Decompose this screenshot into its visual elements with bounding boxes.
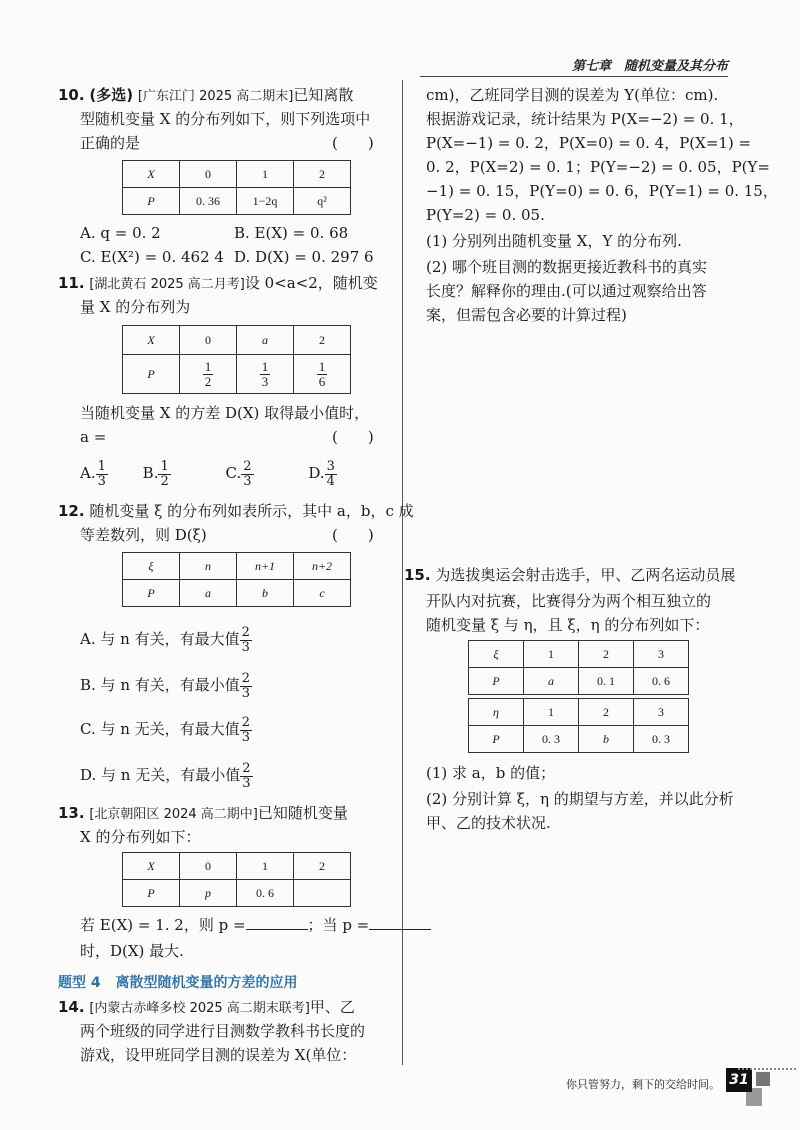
table-cell: 1 [237, 161, 294, 188]
q11-text4: a = [80, 428, 107, 446]
q14-right-6: P(Y=2) = 0. 05. [426, 206, 545, 224]
table-row [123, 161, 351, 188]
q14-right-1: cm)，乙班同学目测的误差为 Y(单位：cm). [426, 86, 719, 104]
q14-text3: 游戏，设甲班同学目测的误差为 X(单位： [80, 1046, 357, 1064]
q12-text1: 随机变量 ξ 的分布列如表所示，其中 a，b，c 成 [89, 502, 414, 520]
table-cell: c [294, 580, 351, 607]
table-cell: 1−2q [237, 188, 294, 215]
q10-text1: 已知离散 [293, 86, 354, 104]
table-cell: 3 [634, 699, 689, 726]
table-cell: η [469, 699, 524, 726]
q11-text1: 设 0<a<2，随机变 [244, 274, 378, 292]
q12-number: 12. [58, 502, 85, 520]
q13-blank-2[interactable] [369, 914, 431, 930]
table-cell: n+1 [237, 553, 294, 580]
q11-distribution-table [122, 325, 351, 394]
table-row [469, 641, 689, 668]
table-cell: 0. 6 [237, 880, 294, 907]
q11-source: [湖北黄石 2025 高二月考] [89, 277, 245, 292]
table-cell: P [123, 880, 180, 907]
q15-text1: 为选拔奥运会射击选手，甲、乙两名运动员展 [435, 566, 736, 584]
q12-option-a[interactable]: A. 与 n 有关，有最大值 $\frac{2}{3}$ [80, 624, 250, 655]
table-row [123, 355, 351, 394]
table-cell: b [579, 726, 634, 753]
table-cell: 0. 36 [180, 188, 237, 215]
q11-option-b[interactable]: B. $\frac{1}{2}$ [142, 458, 169, 489]
q12-answer-bracket[interactable]: ( ) [332, 526, 374, 544]
page-number: 31 [726, 1068, 752, 1092]
table-cell: ξ [123, 553, 180, 580]
q13-text1: 已知随机变量 [257, 804, 348, 822]
q15-table-xi [468, 640, 689, 695]
table-cell: 2 [294, 326, 351, 355]
q10-line1 [58, 84, 353, 108]
q14-sub-1: (1) 分别列出随机变量 X，Y 的分布列. [426, 232, 682, 250]
q12-option-d[interactable]: D. 与 n 无关，有最小值 $\frac{2}{3}$ [80, 760, 251, 791]
table-cell: a [524, 668, 579, 695]
section-title: 离散型随机变量的方差的应用 [115, 975, 298, 991]
q14-text2: 两个班级的同学进行目测数学教科书长度的 [80, 1022, 366, 1040]
header-rule [420, 76, 728, 77]
q10-option-b[interactable]: B. E(X) = 0. 68 [234, 224, 349, 242]
q15-text3: 随机变量 ξ 与 η，且 ξ，η 的分布列如下： [426, 616, 710, 634]
q11-line1 [58, 272, 378, 296]
footer-dots [738, 1068, 796, 1071]
table-cell: 1 [524, 641, 579, 668]
footer-motto: 你只管努力，剩下的交给时间。 [566, 1078, 720, 1091]
table-cell: X [123, 326, 180, 355]
q15-sub-2-cont: 甲、乙的技术状况. [426, 814, 551, 832]
table-cell: 2 [579, 699, 634, 726]
table-row [469, 699, 689, 726]
fraction: $\frac{1}{6}$ [318, 358, 326, 389]
q13-line1 [58, 802, 348, 826]
q12-line1 [58, 500, 414, 522]
table-cell: 1 [237, 853, 294, 880]
table-cell: P [123, 355, 180, 394]
table-cell: 0 [180, 161, 237, 188]
q11-option-a[interactable]: A. $\frac{1}{3}$ [80, 458, 106, 489]
table-cell: 0. 3 [634, 726, 689, 753]
q10-text2: 型随机变量 X 的分布列如下，则下列选项中 [80, 110, 371, 128]
table-cell: ξ [469, 641, 524, 668]
table-row [123, 853, 351, 880]
table-cell: a [237, 326, 294, 355]
q12-text2: 等差数列，则 D(ξ) [80, 526, 207, 544]
q10-option-c[interactable]: C. E(X²) = 0. 462 4 [80, 248, 224, 266]
q15-table-eta [468, 698, 689, 753]
q10-distribution-table [122, 160, 351, 215]
q11-options [80, 456, 337, 490]
table-cell: p [180, 880, 237, 907]
q14-text1: 甲、乙 [309, 998, 355, 1016]
q11-number: 11. [58, 274, 85, 292]
q14-sub-2: (2) 哪个班目测的数据更接近教科书的真实 [426, 258, 708, 276]
q15-line1 [404, 564, 735, 586]
q15-text2: 开队内对抗赛，比赛得分为两个相互独立的 [426, 592, 712, 610]
fraction: $\frac{1}{3}$ [261, 358, 269, 389]
table-cell: 0 [180, 853, 237, 880]
q10-number: 10. [58, 86, 85, 104]
q13-fill-prompt-1: 若 E(X) = 1. 2，则 p = [80, 916, 246, 934]
q10-option-d[interactable]: D. D(X) = 0. 297 6 [234, 248, 374, 266]
q12-option-c[interactable]: C. 与 n 无关，有最大值 $\frac{2}{3}$ [80, 714, 250, 745]
q13-source: [北京朝阳区 2024 高二期中] [89, 807, 258, 822]
q11-answer-bracket[interactable]: ( ) [332, 428, 374, 446]
section-heading [58, 972, 298, 994]
q10-answer-bracket[interactable]: ( ) [332, 134, 374, 152]
q14-right-5: −1) = 0. 15，P(Y=0) = 0. 6，P(Y=1) = 0. 15， [426, 182, 778, 200]
table-cell: a [180, 580, 237, 607]
q13-text4: 时，D(X) 最大. [80, 942, 184, 960]
table-cell: q² [294, 188, 351, 215]
table-row [123, 553, 351, 580]
table-row [469, 726, 689, 753]
table-cell: b [237, 580, 294, 607]
q13-distribution-table [122, 852, 351, 907]
q11-option-c[interactable]: C. $\frac{2}{3}$ [225, 458, 252, 489]
q14-source: [内蒙古赤峰多校 2025 高二期末联考] [89, 1001, 310, 1016]
table-cell [180, 355, 237, 394]
table-row [123, 188, 351, 215]
q10-tag: (多选) [89, 86, 134, 104]
table-cell: 1 [524, 699, 579, 726]
fraction: $\frac{1}{2}$ [204, 358, 212, 389]
table-cell [294, 880, 351, 907]
section-label: 题型 4 [58, 975, 101, 991]
q14-right-2: 根据游戏记录，统计结果为 P(X=−2) = 0. 1， [426, 110, 744, 128]
q14-right-4: 0. 2，P(X=2) = 0. 1；P(Y=−2) = 0. 05，P(Y= [426, 158, 771, 176]
q11-text2: 量 X 的分布列为 [80, 298, 191, 316]
q13-blank-1[interactable] [246, 914, 308, 930]
q11-text3: 当随机变量 X 的方差 D(X) 取得最小值时， [80, 404, 370, 422]
table-cell: P [123, 188, 180, 215]
q14-line1 [58, 996, 355, 1020]
table-row [123, 580, 351, 607]
table-cell [294, 355, 351, 394]
table-cell: 0 [180, 326, 237, 355]
q14-sub-2-cont: 长度？解释你的理由.(可以通过观察给出答 [426, 282, 707, 300]
table-cell: X [123, 853, 180, 880]
q12-option-b[interactable]: B. 与 n 有关，有最小值 $\frac{2}{3}$ [80, 670, 251, 701]
q12-distribution-table [122, 552, 351, 607]
q13-fill-prompt-2: ；当 p = [307, 916, 370, 934]
table-cell: 3 [634, 641, 689, 668]
table-cell: 2 [294, 853, 351, 880]
table-cell: P [469, 668, 524, 695]
q10-text3: 正确的是 [80, 134, 141, 152]
q13-text3 [80, 914, 431, 936]
q14-sub-2-cont2: 案，但需包含必要的计算过程) [426, 306, 627, 324]
table-cell: X [123, 161, 180, 188]
table-cell: P [469, 726, 524, 753]
table-cell: P [123, 580, 180, 607]
table-row [123, 880, 351, 907]
table-cell: n+2 [294, 553, 351, 580]
chapter-title: 第七章 随机变量及其分布 [571, 59, 728, 74]
table-cell: 0. 1 [579, 668, 634, 695]
q15-sub-1: (1) 求 a，b 的值； [426, 764, 556, 782]
table-row [123, 326, 351, 355]
table-cell: 2 [294, 161, 351, 188]
q13-number: 13. [58, 804, 85, 822]
table-cell: 0. 6 [634, 668, 689, 695]
page-decoration [756, 1072, 770, 1086]
table-cell: n [180, 553, 237, 580]
q10-source: [广东江门 2025 高二期末] [137, 89, 294, 104]
table-row [469, 668, 689, 695]
q14-right-3: P(X=−1) = 0. 2，P(X=0) = 0. 4，P(X=1) = [426, 134, 752, 152]
q10-option-a[interactable]: A. q = 0. 2 [80, 224, 161, 242]
q15-number: 15. [404, 566, 431, 584]
q14-number: 14. [58, 998, 85, 1016]
table-cell: 2 [579, 641, 634, 668]
q13-text2: X 的分布列如下： [80, 828, 201, 846]
table-cell [237, 355, 294, 394]
table-cell: 0. 3 [524, 726, 579, 753]
q11-option-d[interactable]: D. $\frac{3}{4}$ [308, 458, 335, 489]
q15-sub-2: (2) 分别计算 ξ，η 的期望与方差，并以此分析 [426, 790, 734, 808]
